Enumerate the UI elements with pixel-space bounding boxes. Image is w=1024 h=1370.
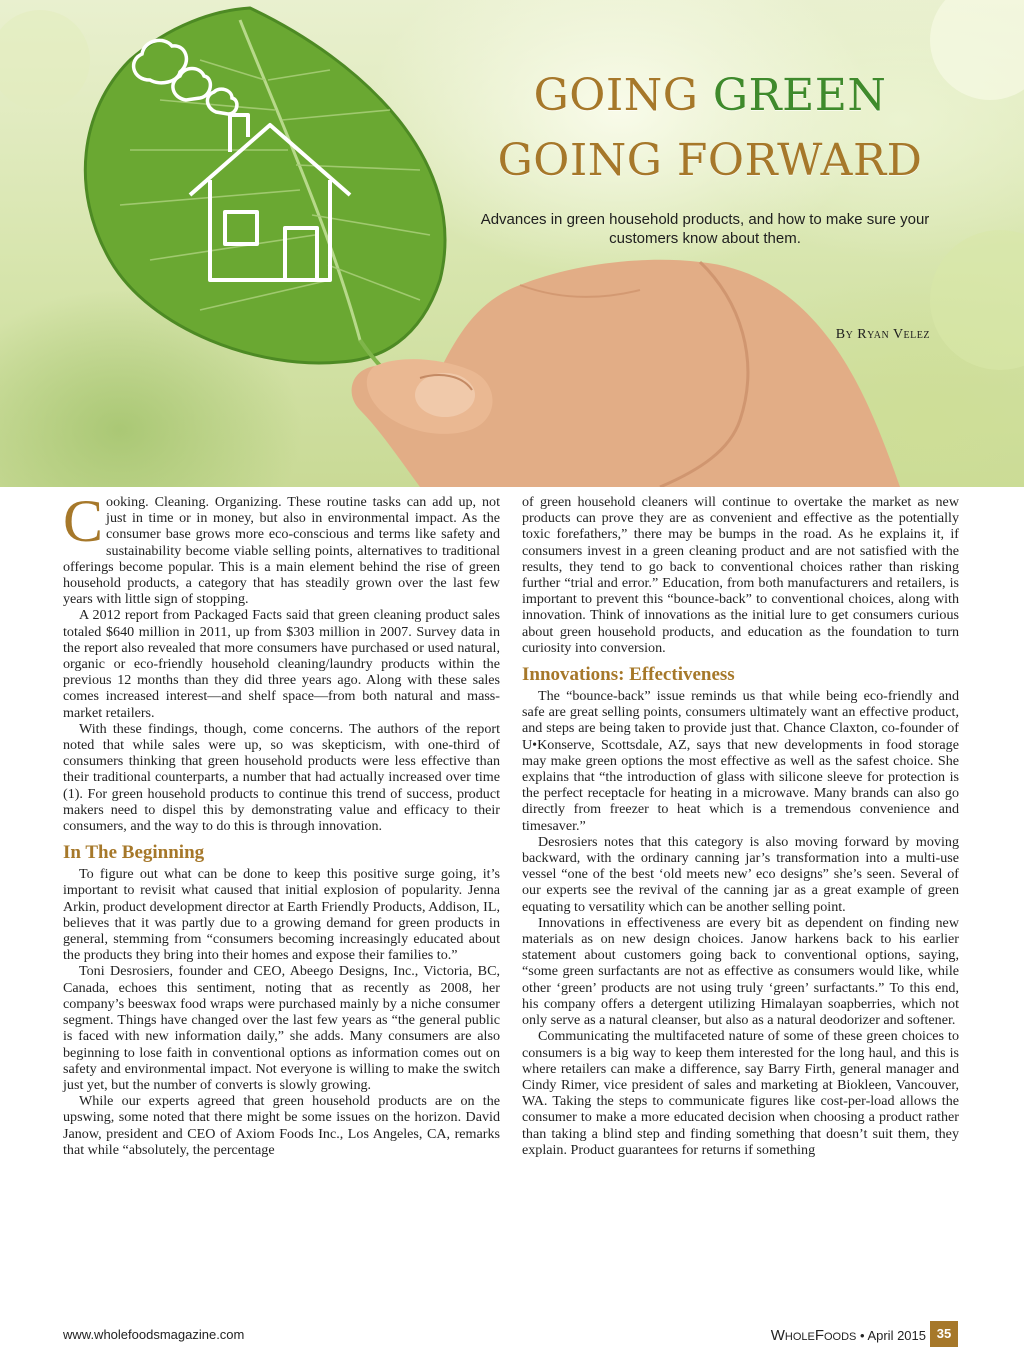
paragraph: of green household cleaners will continue to overtake the market as new products can prove they are as convenient and effective as the potentially toxic forefathers,” there may be bumps in the road. As he explains it, if consumers invest in a green cleaning product and are not satisfied with the results, they tend to go back to conventional choices rather than risking further “trial and error.” Education, from both manufacturers and retailers, is important to prevent this “bounce-back” to conventional choices, along with innovation. Think of innovations as the initial lure to get consumers curious about green household products, and education as the foundation to turn curiosity into conversion.	[522, 494, 959, 656]
paragraph: Communicating the multifaceted nature of some of these green choices to consumers is a big way to keep them interested for the long haul, and this is where retailers can make a difference, say Barry Firth, general manager and Cindy Rimer, vice president of sales and marketing at Biokleen, Vancouver, WA. Taking the steps to communicate figures like cost-per-load allows the consumer to make a more educated decision when choosing a product rather than taking a blind step and finding something that doesn’t suit them, they explain. Product guarantees for returns if something	[522, 1028, 959, 1158]
page-number-badge: 35	[930, 1321, 958, 1347]
article-deck: Advances in green household products, and how to make sure your customers know about them.	[480, 211, 930, 247]
magazine-name: WholeFoods	[770, 1327, 857, 1344]
title-green-word: GREEN	[712, 70, 887, 121]
article-title-line-2: GOING FORWARD	[497, 135, 923, 186]
paragraph: Toni Desrosiers, founder and CEO, Abeego Designs, Inc., Victoria, BC, Canada, echoes this sentiment, noting that as recently as 2008, her company’s beeswax food wraps were purchased mainly by a niche consumer segment. Things have changed over the last few years as “the general public is faced with new information daily,” she adds. Many consumers are also beginning to lose faith in conventional options as information comes out on safety and environmental impact. Not everyone is willing to make the switch just yet, but the number of converts is slowly growing.	[63, 963, 500, 1093]
leaf-icon	[85, 8, 445, 400]
paragraph: Desrosiers notes that this category is also moving forward by moving backward, with the ordinary canning jar’s transformation into a multi-use vessel “one of the best ‘old meets new’ eco designs” she’s seen. Several of our experts see the revival of the canning jar as a great example of green equating to versatility which can be another selling point.	[522, 833, 959, 915]
footer-website-link[interactable]: www.wholefoodsmagazine.com	[63, 1327, 245, 1342]
left-column	[63, 488, 500, 1158]
paragraph: Innovations in effectiveness are every bit as dependent on finding new materials as on new design choices. Janow harkens back to his earlier statement about customers going back to conventional options, saying, “some green surfactants are not as effective as consumers would like, while other ‘green’ products are not using truly ‘green’ surfactants.” To this end, his company offers a detergent utilizing Himalayan soapberries, which not only serve as a natural cleanser, but also as a natural deodorizer and softener.	[522, 914, 959, 1029]
paragraph: Cooking. Cleaning. Organizing. These routine tasks can add up, not just in time or in money, but also in environmental impact. As the consumer base grows more eco-conscious and terms like safety and sustainability become viable selling points, alternatives to traditional offerings become popular. This is a main element behind the rise of green household products, a category that has steadily grown over the last few years with little sign of stopping.	[63, 488, 500, 608]
section-heading: In The Beginning	[63, 842, 205, 864]
right-column	[522, 494, 959, 1158]
footer-issue-info: WholeFoods • April 2015	[770, 1327, 926, 1344]
paragraph: The “bounce-back” issue reminds us that while being eco-friendly and safe are great selling points, consumers ultimately want an effective product, and steps are being taken to provide just that. Chance Claxton, co-founder of U•Konserve, Scottsdale, AZ, says that new developments in food storage may make green options the most effective as well as the safest choice. She explains that “the introduction of glass with silicone sleeve for protection is the perfect receptacle for heating in a microwave. Many brands can also go directly from freezer to heat which is a tremendous convenience and timesaver.”	[522, 688, 959, 834]
issue-date: April 2015	[867, 1328, 926, 1343]
byline: By Ryan Velez	[835, 327, 930, 342]
paragraph: A 2012 report from Packaged Facts said that green cleaning product sales totaled $640 million in 2011, up from $303 million in 2007. Survey data in the report also revealed that more consumers have purchased or used natural, organic or eco-friendly household cleaning/laundry products within the previous 12 months than they did three years ago. Along with these sales comes increased interest—and shelf space—from both natural and mass-market retailers.	[63, 607, 500, 721]
hero-banner	[0, 0, 1024, 487]
paragraph: With these findings, though, come concerns. The authors of the report noted that while sales were up, so was skepticism, with one-third of consumers thinking that green household products were less effective than their traditional counterparts, a number that had actually increased over time (1). For green household products to continue this trend of success, product makers need to dispel this by demonstrating value and efficacy to their consumers, and the way to do this is through innovation.	[63, 720, 500, 835]
section-heading: Innovations: Effectiveness	[522, 664, 735, 686]
paragraph: While our experts agreed that green household products are on the upswing, some noted that there might be some issues on the horizon. David Janow, president and CEO of Axiom Foods Inc., Los Angeles, CA, remarks that while “absolutely, the percentage	[63, 1093, 500, 1158]
article-title-line-1: GOING GREEN	[533, 70, 887, 121]
paragraph: To figure out what can be done to keep this positive surge going, it’s important to revisit what caused that initial explosion of popularity. Jenna Arkin, product development director at Earth Friendly Products, Addison, IL, believes that it was partly due to a growing demand for green products in general, stemming from “consumers becoming increasingly educated about the products they bring into their homes and expose their families to.”	[63, 866, 500, 964]
drop-cap: C	[63, 488, 104, 554]
